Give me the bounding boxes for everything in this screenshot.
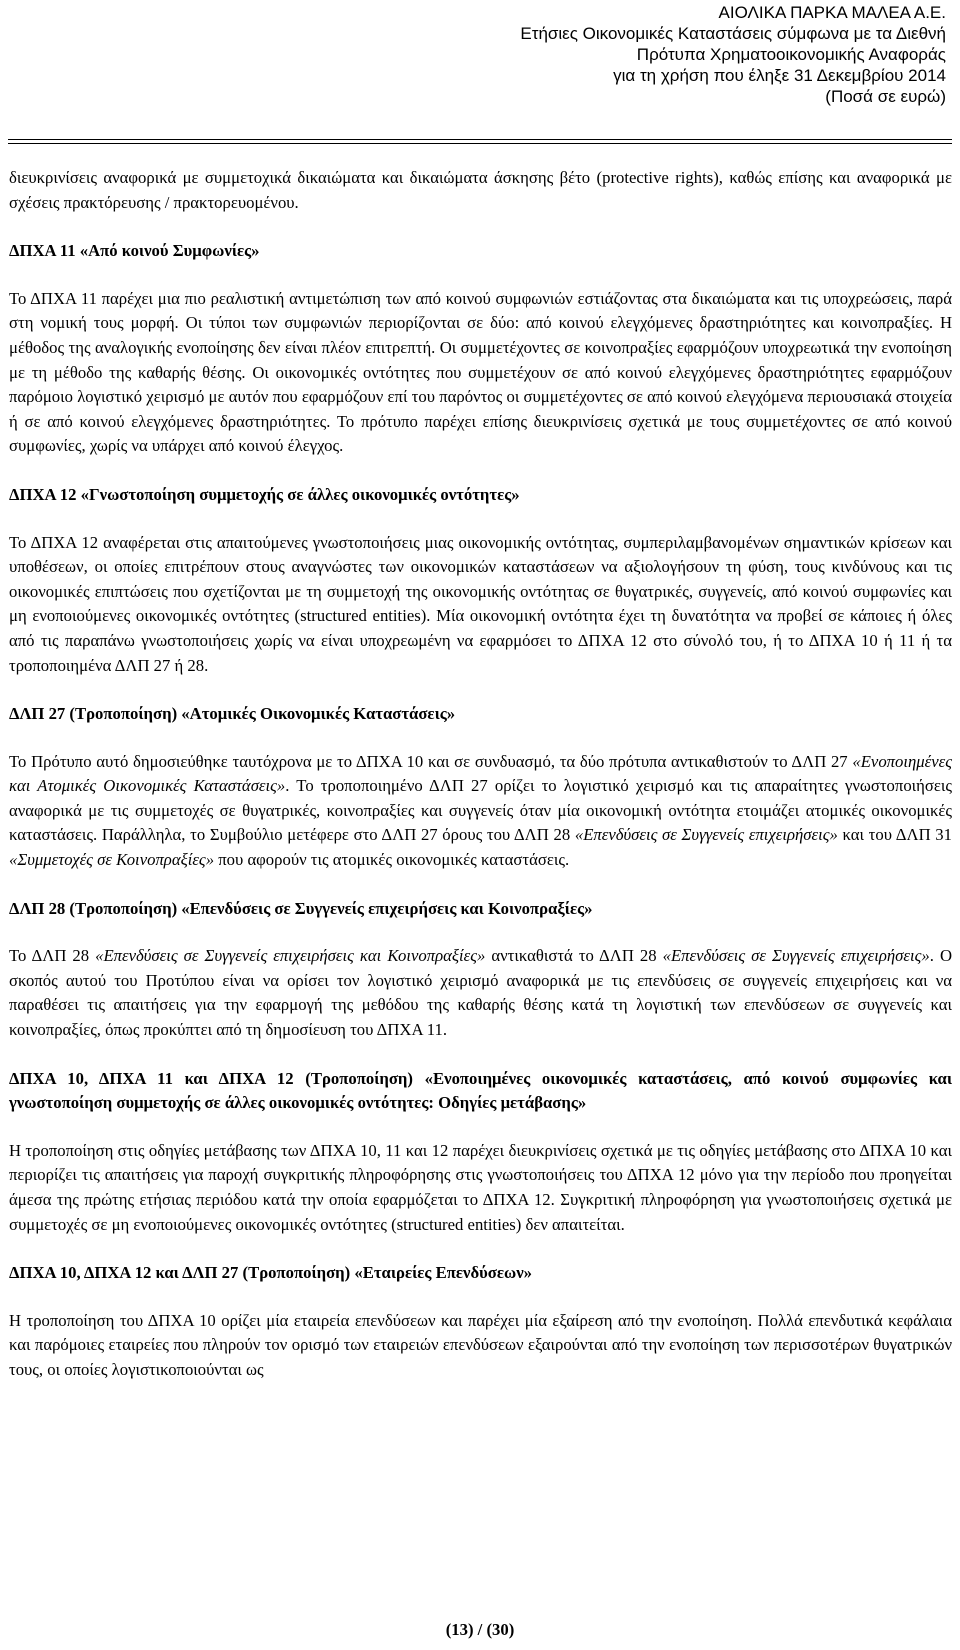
ias27-italic-1: «Ενοποιημένες και Ατομικές Οικονομικές Καταστάσεις» bbox=[9, 751, 952, 796]
heading-investment-entities: ΔΠΧΑ 10, ΔΠΧΑ 12 και ΔΛΠ 27 (Τροποποίηση) «Εταιρείες Επενδύσεων» bbox=[9, 1263, 532, 1283]
header-currency: (Ποσά σε ευρώ) bbox=[825, 87, 946, 106]
page-header bbox=[426, 2, 946, 107]
ias28-text-b: αντικαθιστά το ΔΛΠ 28 bbox=[485, 946, 663, 966]
ias28-text-a: Το ΔΛΠ 28 bbox=[9, 946, 96, 966]
document-body bbox=[9, 166, 952, 1407]
paragraph-ifrs12: Το ΔΠΧΑ 12 αναφέρεται στις απαιτούμενες γνωστοποιήσεις μιας οικονομικής οντότητας, συμπεριλαμβανομένων σημαντικών κρίσεων και υποθέσεων, οι οποίες επιτρέπουν στους αναγνώστες των οικονομικών καταστάσεων να αξιολογήσουν τη φύση, τους κινδύνους και τις οικονομικές επιπτώσεις που σχετίζονται με τη συμμετοχή της οικονομικής οντότητας σε θυγατρικές, συγγενείς, από κοινού συμφωνίες και μη ενοποιούμενες οικονομικές οντότητες (structured entities). Μία οικονομική οντότητα έχει τη δυνατότητα να προβεί σε κάποιες ή όλες από τις παραπάνω γνωστοποιήσεις χωρίς να είναι υποχρεωμένη να εφαρμόσει το ΔΠΧΑ 12 στο σύνολό του, ή το ΔΠΧΑ 10 ή 11 ή τα τροποποιημένα ΔΛΠ 27 ή 28. bbox=[9, 532, 952, 675]
header-subtitle-1: Ετήσιες Οικονομικές Καταστάσεις σύμφωνα με τα Διεθνή bbox=[520, 24, 946, 43]
ias27-text-b: . Το τροποποιημένο ΔΛΠ 27 ορίζει το λογιστικό χειρισμό και τις απαραίτητες γνωστοποιήσεις αναφορικά με τις συμμετοχές σε θυγατρικές, κοινοπραξίες και συγγενείς όταν μία οικονομική οντότητα ετοιμάζει ατομικές οικονομικές καταστάσεις. Παράλληλα, το Συμβούλιο μετέφερε στο ΔΛΠ 27 όρους του ΔΛΠ 28 bbox=[9, 776, 952, 845]
ias27-text-d: που αφορούν τις ατομικές οικονομικές καταστάσεις. bbox=[214, 850, 570, 870]
header-rule-top bbox=[8, 139, 952, 140]
paragraph-transition: Η τροποποίηση στις οδηγίες μετάβασης των ΔΠΧΑ 10, 11 και 12 παρέχει διευκρινίσεις σχετικά με τις οδηγίες μετάβασης στο ΔΠΧΑ 10 και περιορίζει τις απαιτήσεις για παροχή συγκριτικής πληροφόρησης στις γνωστοποιήσεις του ΔΠΧΑ 12 μόνο για την περίοδο που προηγείται άμεσα της πρώτης ετήσιας περιόδου κατά την οποία εφαρμόζεται το ΔΠΧΑ 12. Συγκριτική πληροφόρηση για γνωστοποιήσεις σχετικά με συμμετοχές σε μη ενοποιούμενες οικονομικές οντότητες (structured entities) δεν απαιτείται. bbox=[9, 1140, 952, 1234]
ias28-italic-2: «Επενδύσεις σε Συγγενείς επιχειρήσεις» bbox=[662, 946, 930, 966]
ias28-text-c: . Ο σκοπός αυτού του Προτύπου είναι να ορίσει τον λογιστικό χειρισμό αναφορικά με τις επενδύσεις σε συγγενείς επιχειρήσεις και να παραθέσει τις απαιτήσεις για την εφαρμογή της μεθόδου της καθαρής θέσης κατά τη λογιστική των επενδύσεων σε συγγενείς και κοινοπραξίες, όπως προκύπτει από τη δημοσίευση του ΔΠΧΑ 11. bbox=[9, 946, 952, 1040]
heading-transition: ΔΠΧΑ 10, ΔΠΧΑ 11 και ΔΠΧΑ 12 (Τροποποίηση) «Ενοποιημένες οικονομικές καταστάσεις, από κοινού συμφωνίες και γνωστοποίηση συμμετοχής σε άλλες οικονομικές οντότητες: Οδηγίες μετάβασης» bbox=[9, 1068, 952, 1113]
ias27-italic-2: «Επενδύσεις σε Συγγενείς επιχειρήσεις» bbox=[574, 825, 838, 845]
header-rule-bottom bbox=[8, 143, 952, 144]
ias27-text-c: και του ΔΛΠ 31 bbox=[837, 825, 952, 845]
heading-ias27: ΔΛΠ 27 (Τροποποίηση) «Ατομικές Οικονομικές Καταστάσεις» bbox=[9, 704, 456, 724]
header-period: για τη χρήση που έληξε 31 Δεκεμβρίου 2014 bbox=[613, 66, 946, 85]
ias28-italic-1: «Επενδύσεις σε Συγγενείς επιχειρήσεις και Κοινοπραξίες» bbox=[95, 946, 486, 966]
page-number: (13) / (30) bbox=[445, 1620, 515, 1639]
ias27-italic-3: «Συμμετοχές σε Κοινοπραξίες» bbox=[9, 850, 215, 870]
paragraph-ifrs11: Το ΔΠΧΑ 11 παρέχει μια πιο ρεαλιστική αντιμετώπιση των από κοινού συμφωνιών εστιάζοντας στα δικαιώματα και τις υποχρεώσεις, παρά στη νομική τους μορφή. Οι τύποι των συμφωνιών περιορίζονται σε δύο: από κοινού ελεγχόμενες δραστηριότητες και κοινοπραξίες. Η μέθοδος της αναλογικής ενοποίησης δεν είναι πλέον επιτρεπτή. Οι συμμετέχοντες σε κοινοπραξίες εφαρμόζουν υποχρεωτικά την ενοποίηση με τη μέθοδο της καθαρής θέσης. Οι οικονομικές οντότητες που συμμετέχουν σε από κοινού ελεγχόμενες δραστηριότητες εφαρμόζουν παρόμοιο λογιστικό χειρισμό με αυτόν που εφαρμόζουν επί του παρόντος οι συμμετέχοντες σε από κοινού ελεγχόμενα περιουσιακά στοιχεία ή σε από κοινού ελεγχόμενες δραστηριότητες. Το πρότυπο παρέχει επίσης διευκρινίσεις σχετικά με τους συμμετέχοντες σε από κοινού συμφωνίες, χωρίς να υπάρχει από κοινού έλεγχος. bbox=[9, 288, 952, 456]
header-subtitle-2: Πρότυπα Χρηματοοικονομικής Αναφοράς bbox=[636, 45, 946, 64]
intro-paragraph: διευκρινίσεις αναφορικά με συμμετοχικά δικαιώματα και δικαιώματα άσκησης βέτο (protective rights), καθώς επίσης και αναφορικά με σχέσεις πρακτόρευσης / πρακτορευομένου. bbox=[9, 168, 952, 212]
heading-ifrs11: ΔΠΧΑ 11 «Από κοινού Συμφωνίες» bbox=[9, 241, 260, 261]
heading-ifrs12: ΔΠΧΑ 12 «Γνωστοποίηση συμμετοχής σε άλλες οικονομικές οντότητες» bbox=[9, 484, 520, 504]
paragraph-ias28 bbox=[9, 944, 952, 1042]
heading-ias28: ΔΛΠ 28 (Τροποποίηση) «Επενδύσεις σε Συγγενείς επιχειρήσεις και Κοινοπραξίες» bbox=[9, 898, 593, 918]
company-name: ΑΙΟΛΙΚΑ ΠΑΡΚΑ ΜΑΛΕΑ Α.Ε. bbox=[718, 3, 946, 22]
paragraph-investment-entities: Η τροποποίηση του ΔΠΧΑ 10 ορίζει μία εταιρεία επενδύσεων και παρέχει μία εξαίρεση από την ενοποίηση. Πολλά επενδυτικά κεφάλαια και παρόμοιες εταιρείες που πληρούν τον ορισμό των εταιρειών επενδύσεων εξαιρούνται από την ενοποίηση των περισσοτέρων θυγατρικών τους, οι οποίες λογιστικοποιούνται ως bbox=[9, 1310, 952, 1379]
ias27-text-a: Το Πρότυπο αυτό δημοσιεύθηκε ταυτόχρονα με το ΔΠΧΑ 10 και σε συνδυασμό, τα δύο πρότυπα αντικαθιστούν το ΔΛΠ 27 bbox=[9, 751, 853, 771]
paragraph-ias27 bbox=[9, 750, 952, 873]
